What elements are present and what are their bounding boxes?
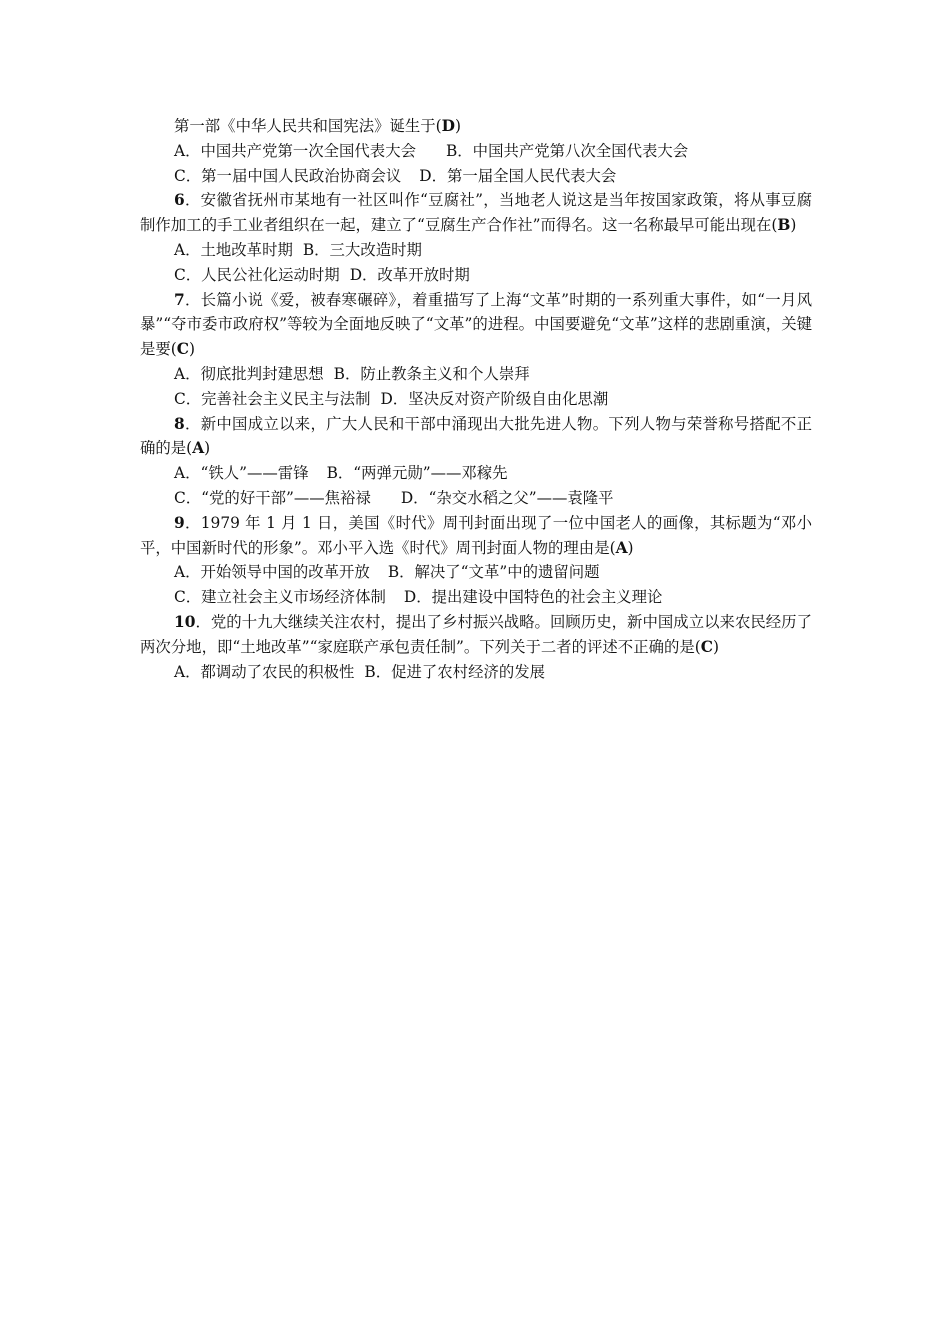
option-6c: C．人民公社化运动时期	[174, 265, 340, 284]
question-9-options-row-2	[140, 585, 812, 610]
option-6d: D．改革开放时期	[349, 265, 470, 284]
answer-7: C	[176, 340, 190, 359]
option-7c: C．完善社会主义民主与法制	[174, 389, 371, 408]
option-10a: A．都调动了农民的积极性	[174, 662, 355, 681]
question-8-stem: 8．新中国成立以来，广大人民和干部中涌现出大批先进人物。下列人物与荣誉称号搭配不正确的是(A)	[140, 414, 812, 458]
question-10-options-row-1	[140, 660, 812, 685]
question-8-number: 8	[174, 414, 185, 433]
option-9d: D．提出建设中国特色的社会主义理论	[403, 588, 663, 607]
question-5-options-row-2	[140, 164, 812, 189]
option-7a: A．彻底批判封建思想	[174, 364, 324, 383]
answer-5: D	[441, 117, 456, 135]
option-9c: C．建立社会主义市场经济体制	[174, 588, 386, 607]
question-6-options-row-1	[140, 238, 812, 263]
option-10b: B．促进了农村经济的发展	[364, 662, 546, 681]
question-9-number: 9	[174, 513, 185, 532]
option-8d: D．“杂交水稻之父”——袁隆平	[400, 488, 614, 507]
option-6a: A．土地改革时期	[174, 240, 293, 259]
option-9a: A．开始领导中国的改革开放	[174, 563, 370, 582]
option-5b: B．中国共产党第八次全国代表大会	[445, 141, 689, 160]
option-9b: B．解决了“文革”中的遗留问题	[387, 563, 600, 582]
answer-9: A	[615, 538, 628, 557]
option-5a: A．中国共产党第一次全国代表大会	[174, 141, 416, 160]
option-5c: C．第一届中国人民政治协商会议	[174, 166, 402, 185]
option-7b: B．防止教条主义和个人崇拜	[333, 364, 530, 383]
question-6-stem: 6．安徽省抚州市某地有一社区叫作“豆腐社”，当地老人说这是当年按国家政策，将从事豆腐制作加工的手工业者组织在一起，建立了“豆腐生产合作社”而得名。这一名称最早可能出现在(B)	[140, 191, 812, 235]
exam-page	[140, 114, 812, 684]
question-8-options-row-1	[140, 461, 812, 486]
option-8b: B．“两弹元勋”——邓稼先	[326, 464, 508, 483]
question-7-number: 7	[174, 290, 185, 309]
answer-8: A	[192, 439, 205, 458]
question-5-options-row-1	[140, 139, 812, 164]
question-9-stem: 9．1979 年 1 月 1 日，美国《时代》周刊封面出现了一位中国老人的画像，其标题为“邓小平，中国新时代的形象”。邓小平入选《时代》周刊封面人物的理由是(A)	[140, 513, 812, 557]
option-8a: A．“铁人”——雷锋	[174, 464, 309, 483]
question-6-options-row-2	[140, 263, 812, 288]
question-10-stem: 10．党的十九大继续关注农村，提出了乡村振兴战略。回顾历史，新中国成立以来农民经历了两次分地，即“土地改革”“家庭联产承包责任制”。下列关于二者的评述不正确的是(C)	[140, 612, 812, 656]
question-10-number: 10	[174, 612, 196, 631]
option-6b: B．三大改造时期	[302, 240, 422, 259]
option-7d: D．坚决反对资产阶级自由化思潮	[380, 389, 609, 408]
question-9-options-row-1	[140, 560, 812, 585]
question-7-stem: 7．长篇小说《爱，被春寒碾碎》，着重描写了上海“文革”时期的一系列重大事件，如“一月风暴”“夺市委市政府权”等较为全面地反映了“文革”的进程。中国要避免“文革”这样的悲剧重演，关键是要(C)	[140, 290, 812, 359]
question-8-options-row-2	[140, 486, 812, 511]
question-7-options-row-2	[140, 387, 812, 412]
question-6-number: 6	[174, 191, 185, 210]
answer-10: C	[700, 637, 714, 656]
option-8c: C．“党的好干部”——焦裕禄	[174, 488, 371, 507]
answer-6: B	[777, 216, 791, 235]
question-7-options-row-1	[140, 362, 812, 387]
option-5d: D．第一届全国人民代表大会	[419, 166, 617, 185]
question-5-stem: 第一部《中华人民共和国宪法》诞生于(D)	[174, 117, 462, 135]
